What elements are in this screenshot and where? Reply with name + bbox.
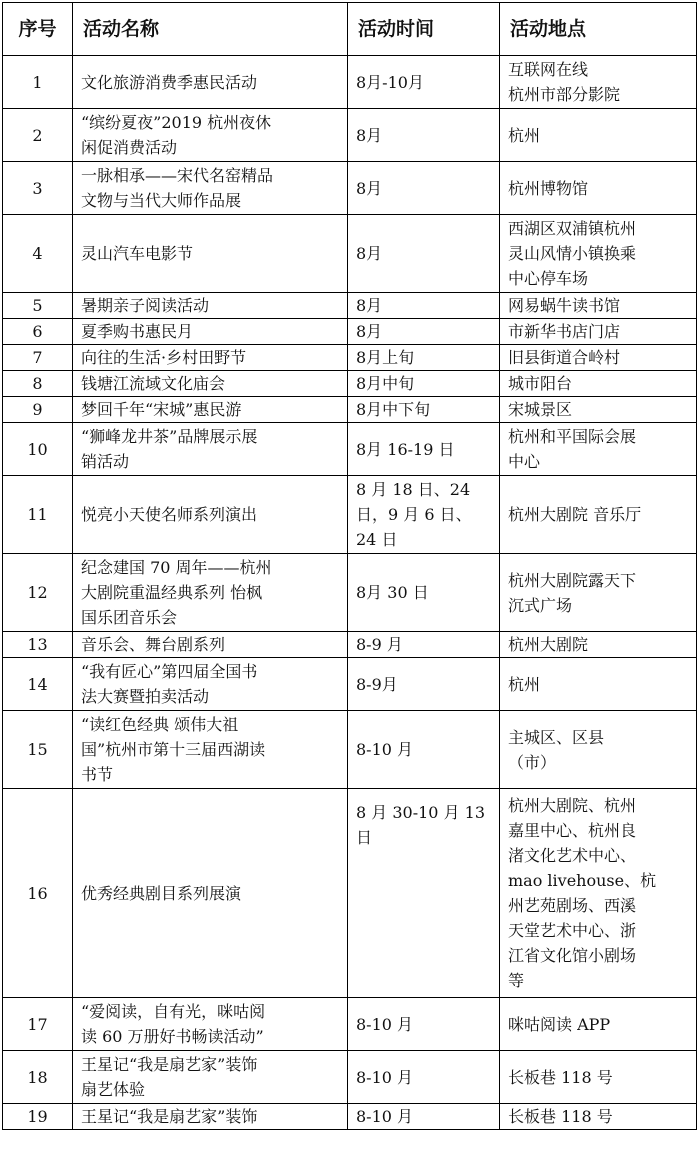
activity-name-cell-line: 悦亮小天使名师系列演出 xyxy=(81,505,258,524)
activity-time-cell-line: 8月 xyxy=(356,244,383,263)
table-row xyxy=(3,789,697,998)
activity-name-cell-line: “爱阅读，自有光，咪咕阅 xyxy=(81,1002,266,1021)
row-index: 16 xyxy=(3,789,73,998)
activity-name-cell-line: 钱塘江流域文化庙会 xyxy=(81,374,226,393)
activity-name-cell xyxy=(73,56,348,109)
activity-place-cell-line: 西湖区双浦镇杭州 xyxy=(508,219,637,238)
table-row xyxy=(3,397,697,423)
activity-place-cell xyxy=(500,632,697,658)
activity-place-cell-line: （市） xyxy=(508,752,557,772)
activity-place-cell-line: 灵山风情小镇换乘 xyxy=(508,244,637,263)
activity-name-cell-line: 文化旅游消费季惠民活动 xyxy=(81,72,258,92)
activity-time-cell xyxy=(348,1104,500,1130)
table-row xyxy=(3,293,697,319)
activity-place-cell xyxy=(500,423,697,476)
row-index: 13 xyxy=(3,632,73,658)
events-table xyxy=(2,2,697,1130)
activity-name-cell xyxy=(73,1104,348,1130)
row-index: 1 xyxy=(3,56,73,109)
activity-place-cell xyxy=(500,109,697,162)
activity-place-cell-line: mao livehouse、杭 xyxy=(508,871,657,890)
activity-time-cell-line: 8-9 月 xyxy=(356,635,403,654)
activity-name-cell xyxy=(73,371,348,397)
activity-time-cell xyxy=(348,319,500,345)
row-index: 14 xyxy=(3,658,73,711)
row-index: 15 xyxy=(3,711,73,789)
activity-place-cell-line: 杭州大剧院露天下 xyxy=(508,570,637,590)
activity-place-cell-line: 长板巷 118 号 xyxy=(508,1107,613,1126)
activity-time-cell xyxy=(348,215,500,293)
activity-name-cell-line: 文物与当代大师作品展 xyxy=(81,191,242,210)
activity-place-cell-line: 杭州 xyxy=(508,674,541,694)
activity-name-cell xyxy=(73,162,348,215)
activity-place-cell-line: 中心 xyxy=(508,452,541,471)
activity-name-cell-line: “读红色经典 颂伟大祖 xyxy=(81,715,239,734)
activity-name-cell-line: 销活动 xyxy=(81,452,130,471)
activity-place-cell xyxy=(500,293,697,319)
activity-name-cell xyxy=(73,215,348,293)
activity-place-cell-line: 主城区、区县 xyxy=(508,727,605,747)
activity-name-cell-line: 读 60 万册好书畅读活动” xyxy=(81,1027,264,1046)
row-index: 5 xyxy=(3,293,73,319)
activity-place-cell xyxy=(500,215,697,293)
activity-time-cell xyxy=(348,554,500,632)
activity-time-cell xyxy=(348,476,500,554)
activity-place-cell-line: 杭州大剧院 xyxy=(508,635,589,654)
activity-time-cell xyxy=(348,711,500,789)
activity-place-cell xyxy=(500,1051,697,1104)
table-row xyxy=(3,215,697,293)
table-row xyxy=(3,632,697,658)
activity-place-cell xyxy=(500,162,697,215)
activity-time-cell-line: 24 日 xyxy=(356,530,398,549)
activity-name-cell xyxy=(73,109,348,162)
activity-time-cell xyxy=(348,789,500,998)
activity-place-cell-line: 宋城景区 xyxy=(508,400,573,419)
activity-name-cell-line: 暑期亲子阅读活动 xyxy=(81,296,210,315)
activity-place-cell-line: 旧县街道合岭村 xyxy=(508,348,621,367)
activity-place-cell xyxy=(500,397,697,423)
activity-time-cell xyxy=(348,1051,500,1104)
activity-time-cell-line: 8-10 月 xyxy=(356,1067,414,1087)
row-index: 8 xyxy=(3,371,73,397)
activity-place-cell xyxy=(500,56,697,109)
activity-name-cell xyxy=(73,998,348,1051)
table-row xyxy=(3,711,697,789)
table-row xyxy=(3,658,697,711)
activity-name-cell xyxy=(73,293,348,319)
activity-time-cell xyxy=(348,109,500,162)
activity-time-cell-line: 8-10 月 xyxy=(356,1014,414,1034)
activity-name-cell-line: “缤纷夏夜”2019 杭州夜休 xyxy=(81,113,272,132)
table-row xyxy=(3,476,697,554)
activity-name-cell-line: 夏季购书惠民月 xyxy=(81,322,194,341)
activity-name-cell-line: 大剧院重温经典系列 怡枫 xyxy=(81,583,263,602)
row-index: 19 xyxy=(3,1104,73,1130)
activity-time-cell-line: 8-10 月 xyxy=(356,1107,414,1126)
activity-place-cell xyxy=(500,345,697,371)
activity-time-cell-line: 8月 xyxy=(356,296,383,315)
activity-name-cell-line: 王星记“我是扇艺家”装饰 xyxy=(81,1055,258,1074)
table-row xyxy=(3,998,697,1051)
activity-place-cell-line: 杭州大剧院、杭州 xyxy=(508,796,637,815)
activity-place-cell xyxy=(500,371,697,397)
row-index: 2 xyxy=(3,109,73,162)
activity-name-cell-line: 灵山汽车电影节 xyxy=(81,244,194,263)
row-index: 7 xyxy=(3,345,73,371)
activity-time-cell-line: 8-10 月 xyxy=(356,740,414,759)
activity-time-cell xyxy=(348,632,500,658)
activity-name-cell-line: 国乐团音乐会 xyxy=(81,608,178,627)
activity-place-cell xyxy=(500,711,697,789)
activity-name-cell-line: 优秀经典剧目系列展演 xyxy=(81,883,242,903)
activity-time-cell-line: 8月中旬 xyxy=(356,374,415,393)
activity-name-cell xyxy=(73,789,348,998)
activity-time-cell-line: 8月-10月 xyxy=(356,72,424,92)
activity-time-cell-line: 8月 30 日 xyxy=(356,583,429,602)
activity-time-cell xyxy=(348,162,500,215)
activity-place-cell xyxy=(500,998,697,1051)
row-index: 4 xyxy=(3,215,73,293)
activity-place-cell-line: 杭州博物馆 xyxy=(508,178,589,198)
activity-place-cell-line: 沉式广场 xyxy=(508,595,573,615)
activity-name-cell-line: 音乐会、舞台剧系列 xyxy=(81,635,226,654)
activity-time-cell-line: 8-9月 xyxy=(356,674,398,694)
activity-name-cell-line: 梦回千年“宋城”惠民游 xyxy=(81,400,242,419)
table-row xyxy=(3,1104,697,1130)
activity-time-cell xyxy=(348,345,500,371)
activity-place-cell-line: 互联网在线 xyxy=(508,60,589,79)
table-row xyxy=(3,371,697,397)
activity-place-cell xyxy=(500,554,697,632)
activity-time-cell-line: 8月 16-19 日 xyxy=(356,439,455,459)
activity-time-cell-line: 8月 xyxy=(356,178,383,198)
table-row xyxy=(3,162,697,215)
activity-name-cell xyxy=(73,319,348,345)
header-row xyxy=(3,3,697,56)
activity-name-cell xyxy=(73,423,348,476)
row-index: 11 xyxy=(3,476,73,554)
activity-place-cell-line: 长板巷 118 号 xyxy=(508,1067,613,1087)
activity-name-cell-line: 扇艺体验 xyxy=(81,1080,146,1099)
row-index: 18 xyxy=(3,1051,73,1104)
activity-time-cell xyxy=(348,397,500,423)
activity-time-cell xyxy=(348,658,500,711)
table-row xyxy=(3,319,697,345)
header-activity-name: 活动名称 xyxy=(73,3,348,56)
activity-place-cell-line: 天堂艺术中心、浙 xyxy=(508,921,637,940)
activity-place-cell xyxy=(500,476,697,554)
activity-time-cell-line: 8 月 18 日、24 xyxy=(356,480,471,499)
activity-place-cell-line: 江省文化馆小剧场 xyxy=(508,946,637,965)
activity-place-cell xyxy=(500,319,697,345)
activity-place-cell-line: 州艺苑剧场、西溪 xyxy=(508,896,637,915)
activity-place-cell-line: 城市阳台 xyxy=(508,374,573,393)
activity-place-cell-line: 杭州和平国际会展 xyxy=(508,427,637,446)
activity-name-cell-line: 闲促消费活动 xyxy=(81,138,178,157)
row-index: 9 xyxy=(3,397,73,423)
table-row xyxy=(3,109,697,162)
row-index: 3 xyxy=(3,162,73,215)
table-row xyxy=(3,56,697,109)
activity-time-cell xyxy=(348,56,500,109)
row-index: 12 xyxy=(3,554,73,632)
activity-name-cell xyxy=(73,345,348,371)
activity-place-cell-line: 杭州市部分影院 xyxy=(508,85,621,104)
activity-place-cell-line: 渚文化艺术中心、 xyxy=(508,846,637,865)
activity-place-cell xyxy=(500,789,697,998)
activity-name-cell-line: 纪念建国 70 周年——杭州 xyxy=(81,558,272,577)
activity-time-cell-line: 8月 xyxy=(356,322,383,341)
row-index: 10 xyxy=(3,423,73,476)
activity-place-cell-line: 杭州 xyxy=(508,125,541,145)
activity-time-cell xyxy=(348,293,500,319)
activity-place-cell-line: 杭州大剧院 音乐厅 xyxy=(508,505,642,524)
table-row xyxy=(3,423,697,476)
activity-name-cell-line: 法大赛暨拍卖活动 xyxy=(81,687,210,706)
activity-name-cell xyxy=(73,658,348,711)
activity-place-cell-line: 市新华书店门店 xyxy=(508,322,621,341)
activity-time-cell-line: 日，9 月 6 日、 xyxy=(356,505,472,524)
table-row xyxy=(3,1051,697,1104)
row-index: 17 xyxy=(3,998,73,1051)
activity-place-cell-line: 嘉里中心、杭州良 xyxy=(508,821,637,840)
header-activity-place: 活动地点 xyxy=(500,3,697,56)
activity-name-cell-line: 王星记“我是扇艺家”装饰 xyxy=(81,1107,258,1126)
activity-time-cell xyxy=(348,998,500,1051)
activity-place-cell-line: 中心停车场 xyxy=(508,269,589,288)
activity-time-cell-line: 8月 xyxy=(356,125,383,145)
activity-place-cell-line: 网易蜗牛读书馆 xyxy=(508,296,621,315)
activity-name-cell xyxy=(73,711,348,789)
activity-place-cell-line: 咪咕阅读 APP xyxy=(508,1014,611,1034)
activity-place-cell-line: 等 xyxy=(508,971,525,990)
activity-name-cell-line: “狮峰龙井茶”品牌展示展 xyxy=(81,427,258,446)
activity-name-cell-line: 国”杭州市第十三届西湖读 xyxy=(81,740,266,759)
activity-time-cell xyxy=(348,371,500,397)
table-row xyxy=(3,554,697,632)
activity-time-cell-line: 日 xyxy=(356,828,373,847)
header-activity-time: 活动时间 xyxy=(348,3,500,56)
activity-name-cell-line: 向往的生活·乡村田野节 xyxy=(81,348,247,367)
row-index: 6 xyxy=(3,319,73,345)
activity-time-cell-line: 8 月 30-10 月 13 xyxy=(356,803,486,822)
activity-name-cell-line: 一脉相承——宋代名窑精品 xyxy=(81,166,274,185)
activity-name-cell-line: “我有匠心”第四届全国书 xyxy=(81,662,258,681)
activity-name-cell xyxy=(73,554,348,632)
activity-time-cell-line: 8月中下旬 xyxy=(356,400,431,419)
activity-name-cell xyxy=(73,476,348,554)
activity-place-cell xyxy=(500,1104,697,1130)
activity-name-cell xyxy=(73,1051,348,1104)
activity-name-cell xyxy=(73,397,348,423)
activity-name-cell xyxy=(73,632,348,658)
header-index: 序号 xyxy=(3,3,73,56)
activity-place-cell xyxy=(500,658,697,711)
activity-time-cell-line: 8月上旬 xyxy=(356,348,415,367)
table-row xyxy=(3,345,697,371)
activity-name-cell-line: 书节 xyxy=(81,765,114,784)
activity-time-cell xyxy=(348,423,500,476)
